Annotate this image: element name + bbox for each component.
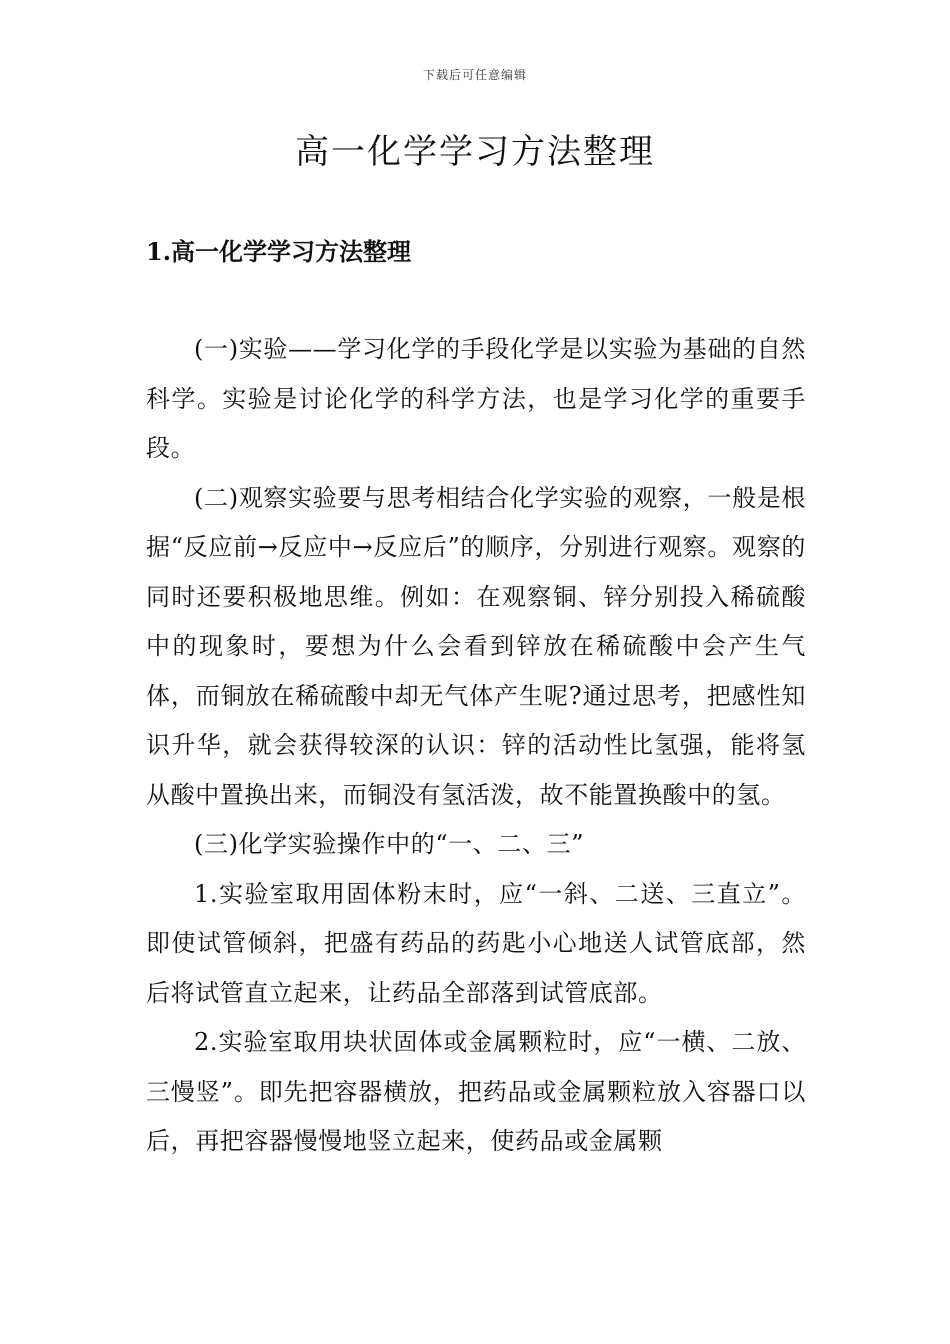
paragraph-experiment: (一)实验——学习化学的手段化学是以实验为基础的自然科学。实验是讨论化学的科学方法，也是学习化学的重要手段。 [146, 335, 806, 462]
document-body [146, 325, 806, 1167]
document-title: 高一化学学习方法整理 [295, 132, 655, 172]
paragraph-observation: (二)观察实验要与思考相结合化学实验的观察，一般是根据“反应前→反应中→反应后”的顺序，分别进行观察。观察的同时还要积极地思维。例如：在观察铜、锌分别投入稀硫酸中的现象时，要想为什么会看到锌放在稀硫酸中会产生气体，而铜放在稀硫酸中却无气体产生呢?通过思考，把感性知识升华，就会获得较深的认识：锌的活动性比氢强，能将氢从酸中置换出来，而铜没有氢活泼，故不能置换酸中的氢。 [146, 483, 806, 809]
header-note: 下载后可任意编辑 [422, 68, 527, 82]
paragraph-powder-rule: 1.实验室取用固体粉末时，应“一斜、二送、三直立”。即使试管倾斜，把盛有药品的药匙小心地送人试管底部，然后将试管直立起来，让药品全部落到试管底部。 [146, 879, 806, 1007]
paragraph-operations-heading: (三)化学实验操作中的“一、二、三” [194, 830, 585, 858]
paragraph-granule-rule: 2.实验室取用块状固体或金属颗粒时，应“一横、二放、三慢竖”。即先把容器横放，把药品或金属颗粒放入容器口以后，再把容器慢慢地竖立起来，使药品或金属颗 [146, 1028, 806, 1155]
section-heading: 1.高一化学学习方法整理 [146, 237, 412, 266]
